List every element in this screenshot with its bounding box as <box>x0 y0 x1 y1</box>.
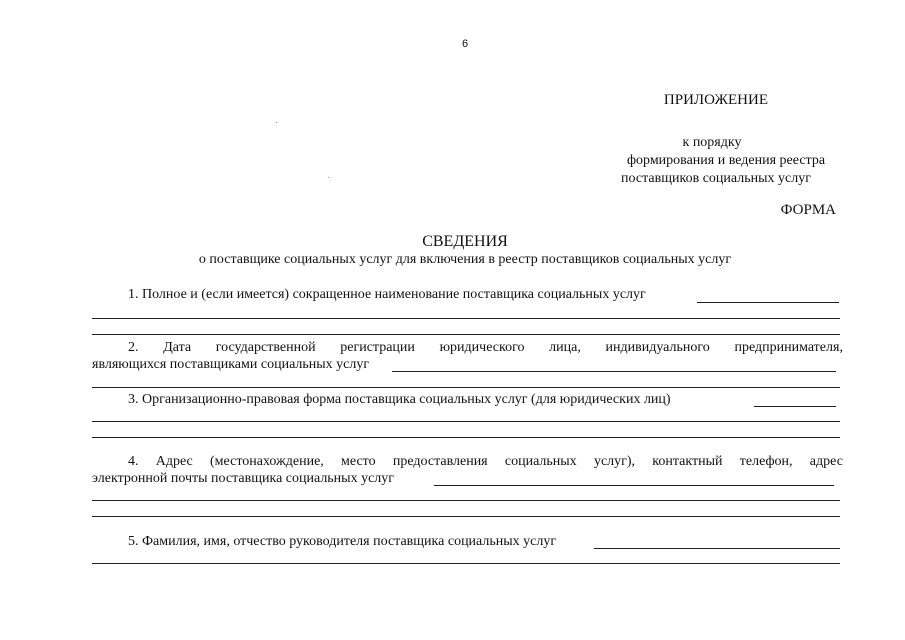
item-4-label-continued: электронной почты поставщика социальных услуг <box>92 471 395 486</box>
order-line-1: к порядку <box>682 135 742 150</box>
document-subtitle: о поставщике социальных услуг для включения в реестр поставщиков социальных услуг <box>198 252 732 267</box>
item-4-word: социальных <box>504 454 577 469</box>
item-4-word: контактный <box>652 454 723 469</box>
item-2-word: Дата <box>163 340 192 355</box>
scan-speck <box>328 177 329 178</box>
item-3-label: 3. Организационно-правовая форма поставщика социальных услуг (для юридических лиц) <box>128 392 671 407</box>
appendix-heading: ПРИЛОЖЕНИЕ <box>663 92 768 108</box>
scan-speck <box>276 122 277 123</box>
item-1-fill-line[interactable] <box>697 302 839 303</box>
document-title: СВЕДЕНИЯ <box>422 233 508 250</box>
order-line-3: поставщиков социальных услуг <box>621 171 811 186</box>
item-2-label-continued: являющихся поставщиками социальных услуг <box>92 357 370 372</box>
item-4-word: Адрес <box>155 454 193 469</box>
item-2-word: индивидуального <box>605 340 710 355</box>
item-3-fill-line[interactable] <box>92 437 840 438</box>
item-5-fill-line[interactable] <box>92 563 840 564</box>
item-3-fill-line[interactable] <box>92 421 840 422</box>
item-4-fill-line[interactable] <box>92 516 840 517</box>
item-4-word: предоставления <box>392 454 488 469</box>
page-number: 6 <box>462 38 469 50</box>
item-1-fill-line[interactable] <box>92 318 840 319</box>
item-2-label <box>128 340 843 356</box>
item-5-label: 5. Фамилия, имя, отчество руководителя поставщика социальных услуг <box>128 534 557 549</box>
item-4-word: (местонахождение, <box>210 454 324 469</box>
item-4-word: место <box>341 454 376 469</box>
item-4-fill-line[interactable] <box>92 500 840 501</box>
item-2-word: государственной <box>215 340 316 355</box>
item-5-fill-line[interactable] <box>594 548 840 549</box>
item-4-word: 4. <box>128 454 139 469</box>
item-3-fill-line[interactable] <box>754 406 836 407</box>
item-2-word: лица, <box>549 340 581 355</box>
item-1-label: 1. Полное и (если имеется) сокращенное наименование поставщика социальных услуг <box>128 287 646 302</box>
item-2-word: юридического <box>439 340 525 355</box>
order-line-2: формирования и ведения реестра <box>626 153 826 168</box>
item-4-label <box>128 454 843 470</box>
item-2-fill-line[interactable] <box>392 371 836 372</box>
item-2-word: предпринимателя, <box>734 340 843 355</box>
item-2-word: регистрации <box>340 340 415 355</box>
item-2-word: 2. <box>128 340 139 355</box>
item-1-fill-line[interactable] <box>92 334 840 335</box>
item-4-fill-line[interactable] <box>434 485 834 486</box>
item-2-fill-line[interactable] <box>92 387 840 388</box>
item-4-word: услуг), <box>593 454 636 469</box>
item-4-word: адрес <box>809 454 843 469</box>
form-label: ФОРМА <box>780 202 836 218</box>
item-4-word: телефон, <box>739 454 793 469</box>
appendix-reference <box>596 134 856 188</box>
